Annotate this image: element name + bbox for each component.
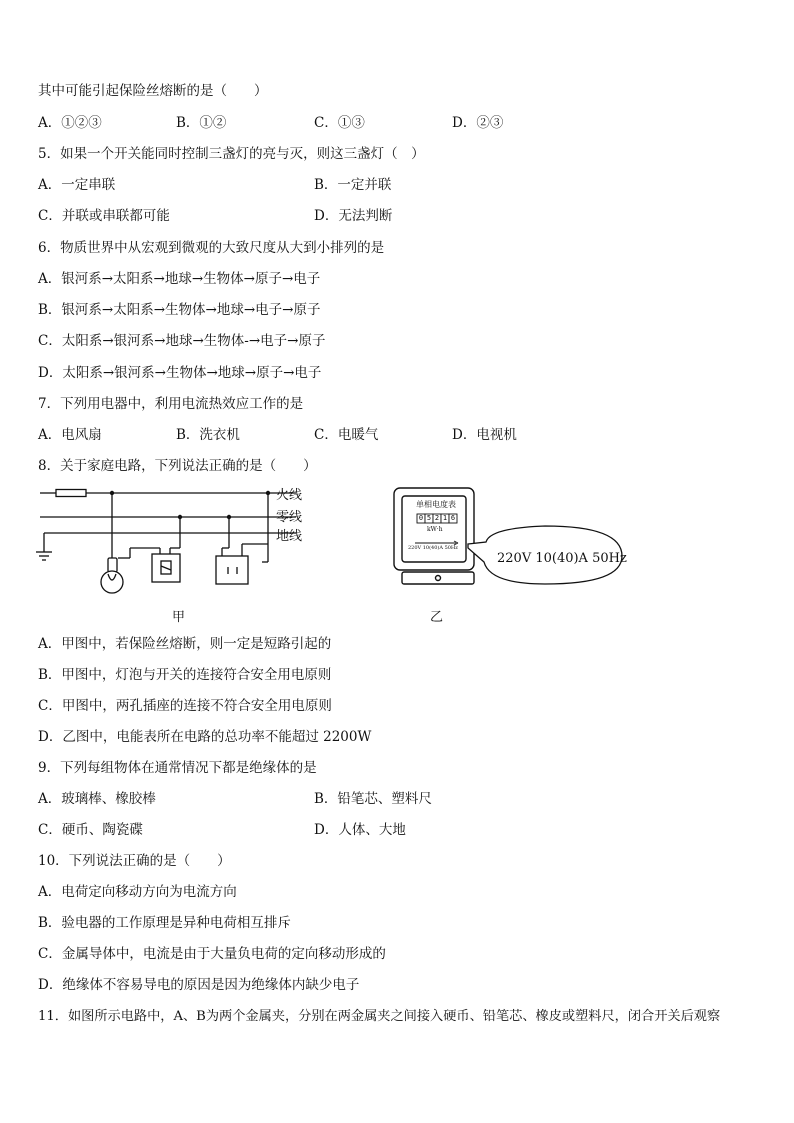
q4-option-b[interactable]: B．①②	[176, 115, 227, 131]
light-bulb-icon	[101, 558, 123, 593]
junction-dot	[110, 491, 114, 495]
junction-dot	[266, 491, 270, 495]
q6-option-c[interactable]: C．太阳系→银河系→地球→生物体-→电子→原子	[38, 333, 326, 349]
q5-option-a[interactable]: A．一定串联	[38, 177, 116, 193]
q8-option-c[interactable]: C．甲图中，两孔插座的连接不符合安全用电原则	[38, 698, 332, 714]
q6-stem: 6．物质世界中从宏观到微观的大致尺度从大到小排列的是	[38, 240, 385, 256]
q10-option-b[interactable]: B．验电器的工作原理是异种电荷相互排斥	[38, 915, 291, 931]
q4-option-c[interactable]: C．①③	[314, 115, 365, 131]
q10-option-a[interactable]: A．电荷定向移动方向为电流方向	[38, 884, 237, 900]
meter-digit: 6	[450, 514, 456, 522]
q5-stem: 5．如果一个开关能同时控制三盏灯的亮与灭，则这三盏灯（ ）	[38, 146, 425, 162]
q9-option-c[interactable]: C．硬币、陶瓷碟	[38, 822, 143, 838]
meter-digit: 0	[418, 514, 424, 522]
q9-stem: 9．下列每组物体在通常情况下都是绝缘体的是	[38, 760, 317, 776]
q8-stem: 8．关于家庭电路，下列说法正确的是（ ）	[38, 458, 317, 474]
q9-option-a[interactable]: A．玻璃棒、橡胶棒	[38, 791, 156, 807]
q4-option-a[interactable]: A．①②③	[38, 115, 102, 131]
q5-option-b[interactable]: B．一定并联	[314, 177, 392, 193]
junction-dot	[178, 515, 182, 519]
meter-unit: kW·h	[427, 526, 443, 533]
wire-label-ground: 地线	[276, 529, 303, 544]
q8-option-b[interactable]: B．甲图中，灯泡与开关的连接符合安全用电原则	[38, 667, 332, 683]
meter-digit: 1	[442, 514, 448, 522]
fuse	[56, 490, 86, 497]
q4-stem: 其中可能引起保险丝熔断的是（ ）	[38, 83, 268, 99]
q9-option-b[interactable]: B．铅笔芯、塑料尺	[314, 791, 432, 807]
q6-option-a[interactable]: A．银河系→太阳系→地球→生物体→原子→电子	[38, 271, 321, 287]
q8-option-a[interactable]: A．甲图中，若保险丝熔断，则一定是短路引起的	[38, 636, 332, 652]
wire-label-live: 火线	[276, 488, 303, 503]
figure-label-jia: 甲	[172, 610, 186, 625]
q7-option-b[interactable]: B．洗衣机	[176, 427, 240, 443]
q10-stem: 10．下列说法正确的是（ ）	[38, 853, 231, 869]
meter-small-rating: 220V 10(40)A 50Hz	[408, 545, 458, 551]
q5-option-c[interactable]: C．并联或串联都可能	[38, 208, 170, 224]
meter-digit: 5	[426, 514, 432, 522]
q6-option-b[interactable]: B．银河系→太阳系→生物体→地球→电子→原子	[38, 302, 321, 318]
q10-option-d[interactable]: D．绝缘体不容易导电的原因是因为绝缘体内缺少电子	[38, 977, 360, 993]
figure-label-yi: 乙	[430, 610, 444, 625]
q7-option-c[interactable]: C．电暖气	[314, 427, 379, 443]
q11-stem: 11．如图所示电路中，A、B为两个金属夹，分别在两金属夹之间接入硬币、铅笔芯、橡皮或塑料尺，闭合开关后观察	[38, 1009, 721, 1024]
q7-option-a[interactable]: A．电风扇	[38, 427, 102, 443]
q10-option-c[interactable]: C．金属导体中，电流是由于大量负电荷的定向移动形成的	[38, 946, 386, 962]
meter-digit: 2	[434, 514, 440, 522]
q4-option-d[interactable]: D．②③	[452, 115, 504, 131]
meter-title: 单相电度表	[416, 500, 456, 509]
q6-option-d[interactable]: D．太阳系→银河系→生物体→地球→原子→电子	[38, 365, 322, 381]
q9-option-d[interactable]: D．人体、大地	[314, 822, 406, 838]
wire-label-neutral: 零线	[276, 510, 303, 525]
q7-stem: 7．下列用电器中，利用电流热效应工作的是	[38, 396, 304, 412]
junction-dot	[227, 515, 231, 519]
meter-callout-rating: 220V 10(40)A 50Hz	[497, 551, 627, 566]
q5-option-d[interactable]: D．无法判断	[314, 208, 393, 224]
q7-option-d[interactable]: D．电视机	[452, 427, 517, 443]
meter-digits	[417, 514, 457, 522]
two-pin-socket	[216, 556, 248, 584]
q8-option-d[interactable]: D．乙图中，电能表所在电路的总功率不能超过 2200W	[38, 729, 372, 745]
